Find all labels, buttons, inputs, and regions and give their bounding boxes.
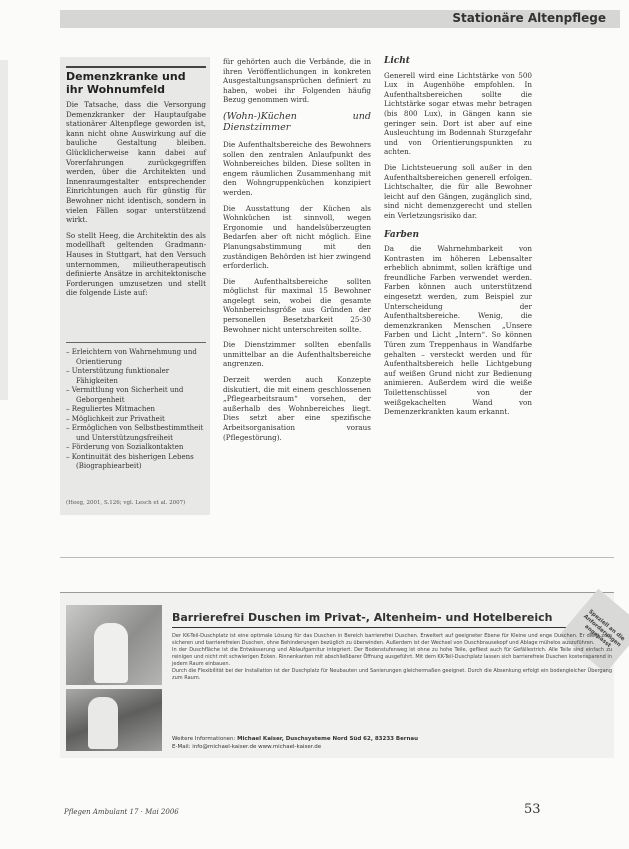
contact-email-link[interactable]: E-Mail: info@michael-kaiser.de www.michael-kaiser.de [172, 744, 322, 750]
shower-photo [66, 689, 162, 751]
middle-paragraph: Die Dienstzimmer sollten ebenfalls unmittelbar an die Aufenthaltsbereiche angrenzen. [223, 340, 371, 369]
advertisement [60, 592, 627, 758]
person-figure [94, 623, 128, 683]
header-bar [60, 10, 620, 28]
section-heading: Licht [384, 56, 410, 66]
list-item: – Möglichkeit zur Privatheit [66, 414, 165, 423]
requirements-list [66, 348, 206, 472]
source-note: (Heeg, 2001, S.126; vgl. Lesch et al. 2007) [66, 500, 186, 506]
list-item: – Ermöglichen von Selbstbestimmtheit und Unterstützungsfreiheit [66, 424, 204, 442]
list-item: – Erleichtern von Wahrnehmung und Orientierung [66, 348, 197, 366]
middle-paragraph: Die Aufenthaltsbereiche des Bewohners sollen den zentralen Anlaufpunkt des Wohnbereiches bilden. Diese sollten in engem räumlichen Zusammenhang mit den Wohngruppenküchen konzipiert werden. [223, 139, 371, 197]
person-figure [88, 697, 118, 749]
page-edge [0, 60, 8, 400]
section-heading: Farben [384, 229, 420, 240]
right-paragraph: Da die Wahrnehmbarkeit von Kontrasten im höheren Lebensalter erheblich abnimmt, sollen kräftige und freundliche Farben verwendet werden. Farben können auch unterstützend eingesetzt werden, zum Beispiel zur Unterscheidung der Aufenthaltsbereiche. Wenig, die demenzkranken Menschen „Unsere Farben und Licht „Intern“. So können Türen zum Treppenhaus in Wandfarbe gehalten – versteckt werden und für Aufenthaltsbereich helle Lichtgebung auf weißen Grund nicht zur Bedienung animieren. Außerdem wird die weiße Toilettenschüssel von der weißgekachelten Wand von Demenzerkrankten kaum erkannt. [384, 244, 532, 417]
article-title [66, 66, 206, 96]
contact-name: Michael Kaiser, Duschsysteme Nord Süd 62, 83233 Bernau [237, 736, 419, 742]
page-number: 53 [524, 802, 541, 817]
list-item: – Förderung von Sozialkontakten [66, 443, 184, 451]
ad-paragraph: Der KK-Teil-Duschplatz ist eine optimale Lösung für das Duschen in Bereich barrierefrei Duschen. Erweitert auf geeigneter Ebene für Kleine und enge Duschen. Er dient zum sicheren und barrierefreien Duschen, ohne Behinderungen bezüglich zu überwinden. Außerdem ist der Wechsel von Duschbrausekopf und Ablage mühelos auszuführen. [172, 633, 612, 646]
ad-paragraph: In der Duschfläche ist die Entwässerung und Ablaufgarnitur integriert. Der Bodenstufenweg ist ohne zu hohe Teile, gefliest auch für Gefällestrich. Alle Teile sind einfach zu reinigen und nicht mit schwierigen Ecken. Rinnenkanten mit abschließbarer Öffnung ausgeführt. Mit dem KK-Teil-Duschplatz lassen sich barrierefreie Duschen kostensparend in jedem Raum einbauen. [172, 647, 612, 667]
left-column [66, 100, 206, 304]
section-heading: (Wohn-)Küchen und Dienstzimmer [223, 110, 371, 134]
ad-contact [172, 735, 612, 751]
middle-intro: für gehörten auch die Verbände, die in ihren Veröffentlichungen in konkreten Ausgestaltungsansprüchen definiert zu haben, wobei ihr Folgenden häufig Bezug genommen wird. [223, 57, 371, 105]
right-paragraph: Generell wird eine Lichtstärke von 500 Lux in Augenhöhe empfohlen. In Aufenthaltsbereichen sollte die Lichtstärke sogar etwas mehr betragen (bis 800 Lux), in Gängen kann sie geringer sein. Dort ist aber auf eine Ausleuchtung im Bodennah Sturzgefahr und von Orientierungspunkten zu achten. [384, 70, 532, 157]
ad-paragraph: Durch die Flexibilität bei der Installation ist der Duschplatz für Neubauten und Sanierungen gleichermaßen geeignet. Durch die Absenkung erfolgt ein bodengleicher Übergang zum Raum. [172, 668, 612, 681]
left-paragraph: Die Tatsache, dass die Versorgung Demenzkranker der Hauptaufgabe stationärer Altenpflege geworden ist, kann nicht ohne Auswirkung auf die bauliche Gestaltung bleiben. Glücklicherweise kann dabei auf Vorerfahrungen zurückgegriffen werden, über die Architekten und Innenraumgestalter entsprechender Einrichtungen auch für günstig für Bewohner nicht identisch, sondern in vielen Fällen sogar unterstützend wirkt. [66, 100, 206, 225]
middle-paragraph: Die Aufenthaltsbereiche sollten möglichst für maximal 15 Bewohner angelegt sein, wobei die gesamte Wohnbereichsgröße aus Gründen der personellen Besetzbarkeit 25-30 Bewohner nicht unterschreiten sollte. [223, 276, 371, 334]
article-title-text: Demenzkranke und ihr Wohnumfeld [66, 69, 186, 96]
middle-paragraph: Derzeit werden auch Konzepte diskutiert, die mit einem geschlossenen „Pflegearbeitsraum“ vorsehen, der außerhalb des Wohnbereiches liegt. Dies setzt aber eine spezifische Arbeitsorganisation voraus (Pflegestörung). [223, 375, 371, 442]
ad-divider [60, 557, 614, 558]
shower-photo [66, 605, 162, 685]
footer-publication: Pflegen Ambulant 17 · Mai 2006 [64, 808, 179, 816]
list-item: – Reguliertes Mitmachen [66, 405, 155, 413]
middle-column [223, 57, 371, 448]
ad-title: Barrierefrei Duschen im Privat-, Altenheim- und Hotelbereich [172, 611, 572, 628]
ad-badge-text: Speziell an die Anforderungen angepasst [582, 608, 627, 649]
contact-label: Weitere Informationen: [172, 736, 236, 742]
section-title: Stationäre Altenpflege [452, 11, 606, 25]
left-paragraph: So stellt Heeg, die Architektin des als modellhaft geltenden Gradmann-Hauses in Stuttgart, hat den Versuch unternommen, milieutherapeutisch definierte Ansätze in architektonische Forderungen umzusetzen und stellt die folgende Liste auf: [66, 230, 206, 298]
title-rule [66, 66, 206, 68]
middle-paragraph: Die Ausstattung der Küchen als Wohnküchen ist sinnvoll, wegen Ergonomie und handelsüberzeugten Bedarfen aber oft nicht möglich. Eine Planungsabstimmung mit den zuständigen Behörden ist hier zwingend erforderlich. [223, 203, 371, 271]
list-item: – Vermittlung von Sicherheit und Geborgenheit [66, 386, 184, 404]
right-paragraph: Die Lichtsteuerung soll außer in den Aufenthaltsbereichen generell erfolgen. Lichtschalter, die für alle Bewohner leicht auf den Gängen, zugänglich sind, sind nicht demenzgerecht und stellen ein Verletzungsrisiko dar. [384, 162, 532, 220]
list-item: – Kontinuität des bisherigen Lebens (Biographiearbeit) [66, 452, 194, 470]
list-item: – Unterstützung funktionaler Fähigkeiten [66, 367, 170, 385]
right-column [384, 57, 532, 423]
list-divider [66, 342, 206, 343]
ad-body [172, 633, 612, 682]
